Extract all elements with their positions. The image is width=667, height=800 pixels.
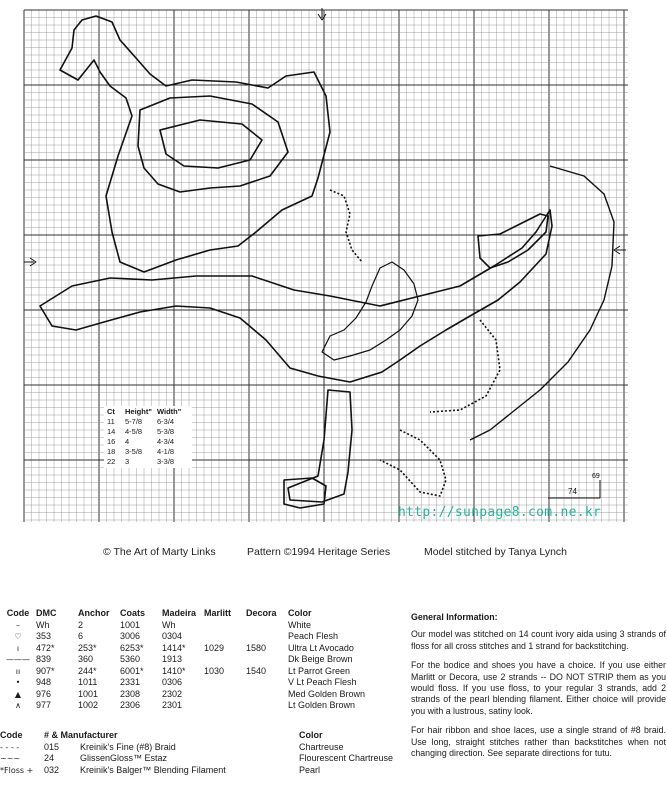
legend-row xyxy=(0,677,400,689)
legend-body xyxy=(0,620,400,712)
legend-row xyxy=(0,620,400,632)
legend-madeira: 0306 xyxy=(162,677,183,687)
credit-model: Model stitched by Tanya Lynch xyxy=(424,546,568,558)
legend2-row xyxy=(0,753,420,765)
legend-header: Code DMC Anchor Coats Madeira Marlitt Decora Color xyxy=(6,608,312,618)
legend-madeira: 0304 xyxy=(162,631,183,641)
legend-row xyxy=(0,666,400,678)
legend2-manufacturer: Kreinik's Balger™ Blending Filament xyxy=(80,764,226,775)
size-table-body xyxy=(107,417,189,467)
legend-color: Lt Golden Brown xyxy=(288,700,356,710)
legend2-header: Code # & Manufacturer Color xyxy=(0,730,323,740)
figure-head-outline xyxy=(60,16,330,272)
legend-dmc: 472* xyxy=(36,642,55,653)
legend-color: Med Golden Brown xyxy=(288,688,366,699)
legend-dmc: 839 xyxy=(36,654,52,664)
legend-color: Ultra Lt Avocado xyxy=(288,642,354,653)
tutu-scribble xyxy=(322,262,418,360)
legend-coats: 3006 xyxy=(120,631,141,641)
legend2-row xyxy=(0,742,420,754)
specialty-legend xyxy=(0,730,420,776)
stitch-symbol-icon: ıı xyxy=(15,666,21,676)
legend2-code: *Floss + xyxy=(0,765,34,775)
stitch-symbol-icon: • xyxy=(15,678,21,687)
legend-marlitt: 1029 xyxy=(204,642,225,653)
legend-row xyxy=(0,654,400,666)
legend-anchor: 1001 xyxy=(78,688,99,699)
legend2-color: Pearl xyxy=(299,764,321,775)
size-table-row: 18 3-5/8 4-1/8 xyxy=(107,447,175,456)
legend-coats: 6001* xyxy=(120,665,144,676)
stitch-symbol-icon: ——— xyxy=(6,655,30,664)
size-table-row: 14 4-5/8 5-3/8 xyxy=(107,427,175,436)
legend2-manufacturer: GlissenGloss™ Estaz xyxy=(80,753,168,763)
legend-color: V Lt Peach Flesh xyxy=(288,677,357,687)
legend-madeira: 2301 xyxy=(162,700,183,710)
legend2-num: 032 xyxy=(44,764,60,775)
watermark-url: http://sunpage8.com.ne.kr xyxy=(398,505,602,520)
legend-madeira: 1414* xyxy=(162,642,186,653)
legend-madeira: 1410* xyxy=(162,665,186,676)
chart-note-2: 69 xyxy=(592,473,600,480)
legend-row xyxy=(0,689,400,701)
stitch-symbol-icon: – xyxy=(16,620,20,630)
braid-line-2 xyxy=(380,430,446,496)
legend2-manufacturer: Kreinik's Fine (#8) Braid xyxy=(80,741,176,752)
legend2-code: - - - - xyxy=(0,742,20,752)
stitch-symbol-icon: ▲ xyxy=(14,689,22,699)
legend2-num: 015 xyxy=(44,741,60,752)
info-paragraph: Our model was stitched on 14 count ivory aida using 3 strands of floss for all cross stitches and 1 strand for backstitching. xyxy=(411,629,666,651)
figure-hair-swirl xyxy=(138,96,288,192)
legend-madeira: 1913 xyxy=(162,654,183,664)
stitch-symbol-icon: ∧ xyxy=(15,701,21,710)
legend2-row xyxy=(0,765,420,777)
legend-anchor: 2 xyxy=(78,619,84,630)
size-table-header: Ct Height" Width" xyxy=(107,407,182,416)
legend-color: Dk Beige Brown xyxy=(288,654,353,664)
legend-anchor: 1002 xyxy=(78,700,99,710)
legend-marlitt: 1030 xyxy=(204,665,225,676)
legend-anchor: 6 xyxy=(78,631,84,641)
legend-coats: 2306 xyxy=(120,700,141,710)
legend-row xyxy=(0,643,400,655)
stitch-symbol-icon: ♡ xyxy=(14,632,22,641)
credit-pattern: Pattern ©1994 Heritage Series xyxy=(247,546,391,558)
figure-arm-right xyxy=(478,214,548,268)
figure-hair-inner xyxy=(160,120,262,168)
figure-leg xyxy=(288,390,352,502)
stitch-symbol-icon: ı xyxy=(16,643,20,653)
legend-dmc: 353 xyxy=(36,631,52,641)
legend-dmc: 907* xyxy=(36,665,55,676)
general-information xyxy=(411,612,666,767)
braid-line-1 xyxy=(330,190,362,262)
legend-row xyxy=(0,631,400,643)
legend-color: Peach Flesh xyxy=(288,631,339,641)
info-title: General Information: xyxy=(411,612,498,622)
legend-anchor: 1011 xyxy=(78,677,98,687)
legend-row xyxy=(0,700,400,712)
legend2-color: Chartreuse xyxy=(299,741,344,752)
legend-madeira: Wh xyxy=(162,619,176,630)
size-table-row: 11 5-7/8 6-3/4 xyxy=(107,417,175,426)
legend-coats: 6253* xyxy=(120,642,144,653)
legend-coats: 2331 xyxy=(120,677,141,687)
legend-anchor: 360 xyxy=(78,654,94,664)
legend2-color: Flourescent Chartreuse xyxy=(299,753,394,763)
legend-color: Lt Parrot Green xyxy=(288,665,351,676)
legend-coats: 1001 xyxy=(120,619,141,630)
legend2-code: ~~~ xyxy=(0,754,21,763)
info-paragraph: For the bodice and shoes you have a choice. If you use either Marlitt or Decora, use 2 strands -- DO NOT STRIP them as you would floss. If you use floss, to your regular 3 strands, add 2 strands of the pearl blending filament. Either choice will provide you with a lustrous, satiny look. xyxy=(411,660,666,716)
legend2-body xyxy=(0,742,420,777)
legend-decora: 1540 xyxy=(246,665,267,676)
legend-dmc: 977 xyxy=(36,700,52,710)
legend-coats: 2308 xyxy=(120,688,141,699)
legend-anchor: 244* xyxy=(78,665,97,676)
legend-dmc: 976 xyxy=(36,688,52,699)
info-paragraph: For hair ribbon and shoe laces, use a single strand of #8 braid. Use long, straight stitches rather than backstitches when not changing direction. See separate directions for tutu. xyxy=(411,725,666,759)
figure-body xyxy=(40,210,552,382)
legend-dmc: 948 xyxy=(36,677,52,687)
legend2-num: 24 xyxy=(44,753,55,763)
size-table-row: 22 3 3-3/8 xyxy=(107,457,175,466)
legend-anchor: 253* xyxy=(78,642,97,653)
legend-color: White xyxy=(288,619,312,630)
legend-dmc: Wh xyxy=(36,619,50,630)
chart-note: 74 xyxy=(568,487,577,496)
size-table xyxy=(104,406,192,468)
floss-legend xyxy=(0,608,400,712)
legend-decora: 1580 xyxy=(246,642,267,653)
legend-coats: 5360 xyxy=(120,654,141,664)
size-table-row: 16 4 4-3/4 xyxy=(107,437,175,446)
legend-madeira: 2302 xyxy=(162,688,183,699)
credit-copyright: © The Art of Marty Links xyxy=(103,546,216,558)
